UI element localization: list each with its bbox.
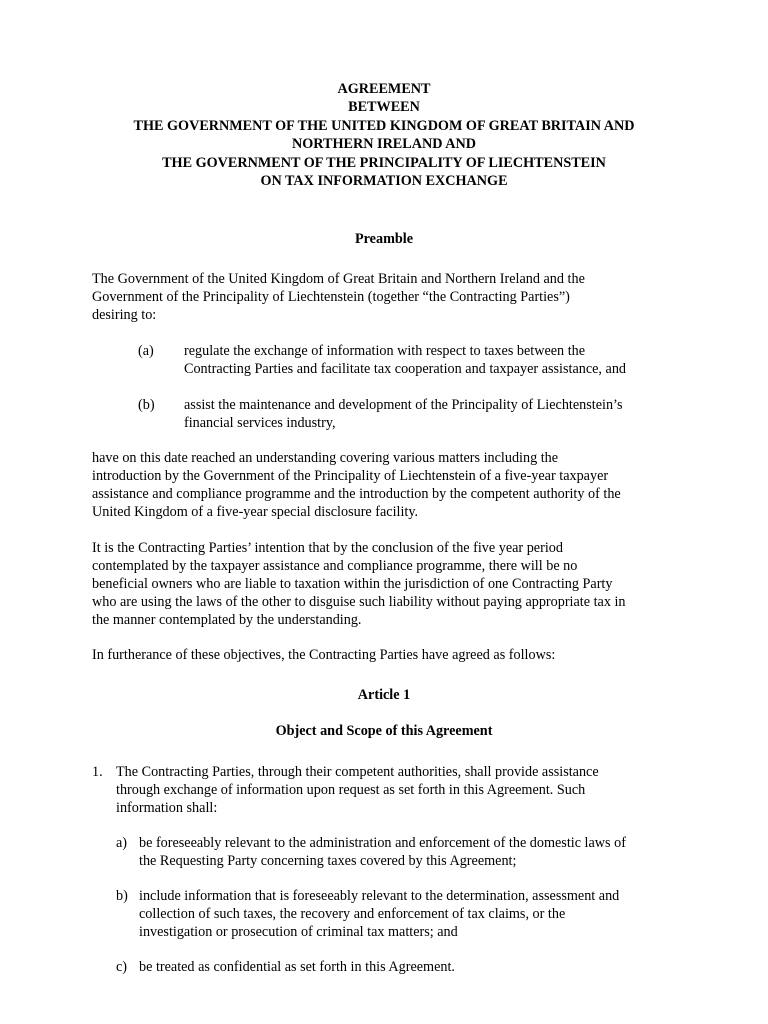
item-text [184,396,704,432]
title-line: BETWEEN [348,99,420,116]
subitem-text [139,958,699,976]
title-line: ON TAX INFORMATION EXCHANGE [260,173,508,190]
subitem-label: a) [116,835,128,851]
text-line: assistance and compliance programme and the introduction by the competent authority of the [92,486,621,502]
text-line: who are using the laws of the other to disguise such liability without paying appropriate tax in [92,594,626,610]
agreement-title [0,80,768,190]
text-line: Contracting Parties and facilitate tax cooperation and taxpayer assistance, and [184,361,627,377]
item-text [184,342,704,378]
preamble-heading: Preamble [354,231,414,247]
text-line: Government of the Principality of Liechtenstein (together “the Contracting Parties”) [92,289,570,305]
article-1-heading: Article 1 [357,687,411,703]
subitem-text [139,887,699,941]
text-line: assist the maintenance and development of the Principality of Liechtenstein’s [184,397,623,413]
text-line: information shall: [116,800,218,816]
item-label: (b) [138,397,155,413]
text-line: be treated as confidential as set forth in this Agreement. [139,959,455,975]
article-1-subheading: Object and Scope of this Agreement [275,723,493,739]
text-line: include information that is foreseeably relevant to the determination, assessment and [139,888,620,904]
clause-label: 1. [92,764,103,780]
text-line: The Contracting Parties, through their competent authorities, shall provide assistance [116,764,599,780]
text-line: the manner contemplated by the understanding. [92,612,362,628]
title-line: THE GOVERNMENT OF THE UNITED KINGDOM OF GREAT BRITAIN AND [133,117,635,134]
preamble-intro [92,270,692,324]
subitem-label: c) [116,959,128,975]
text-line: introduction by the Government of the Principality of Liechtenstein of a five-year taxpayer [92,468,609,484]
item-label: (a) [138,343,154,359]
preamble-paragraph-3 [92,539,692,629]
text-line: beneficial owners who are liable to taxation within the jurisdiction of one Contracting Party [92,576,613,592]
text-line: financial services industry, [184,415,336,431]
text-line: It is the Contracting Parties’ intention that by the conclusion of the five year period [92,540,563,556]
text-line: United Kingdom of a five-year special disclosure facility. [92,504,419,520]
text-line: The Government of the United Kingdom of Great Britain and Northern Ireland and the [92,271,585,287]
title-line: THE GOVERNMENT OF THE PRINCIPALITY OF LIECHTENSTEIN [162,154,606,171]
text-line: collection of such taxes, the recovery and enforcement of tax claims, or the [139,906,566,922]
preamble-paragraph-4 [92,646,692,664]
clause-text [116,763,676,817]
text-line: In furtherance of these objectives, the Contracting Parties have agreed as follows: [92,647,556,663]
text-line: be foreseeably relevant to the administration and enforcement of the domestic laws of [139,835,626,851]
title-line: AGREEMENT [337,81,431,97]
title-line: NORTHERN IRELAND AND [292,136,476,153]
text-line: investigation or prosecution of criminal tax matters; and [139,924,458,940]
text-line: regulate the exchange of information with respect to taxes between the [184,343,586,359]
text-line: the Requesting Party concerning taxes covered by this Agreement; [139,853,517,869]
subitem-label: b) [116,888,128,904]
preamble-paragraph-2 [92,449,692,521]
text-line: have on this date reached an understanding covering various matters including the [92,450,559,466]
text-line: through exchange of information upon request as set forth in this Agreement. Such [116,782,586,798]
subitem-text [139,834,699,870]
text-line: desiring to: [92,307,157,323]
text-line: contemplated by the taxpayer assistance and compliance programme, there will be no [92,558,578,574]
